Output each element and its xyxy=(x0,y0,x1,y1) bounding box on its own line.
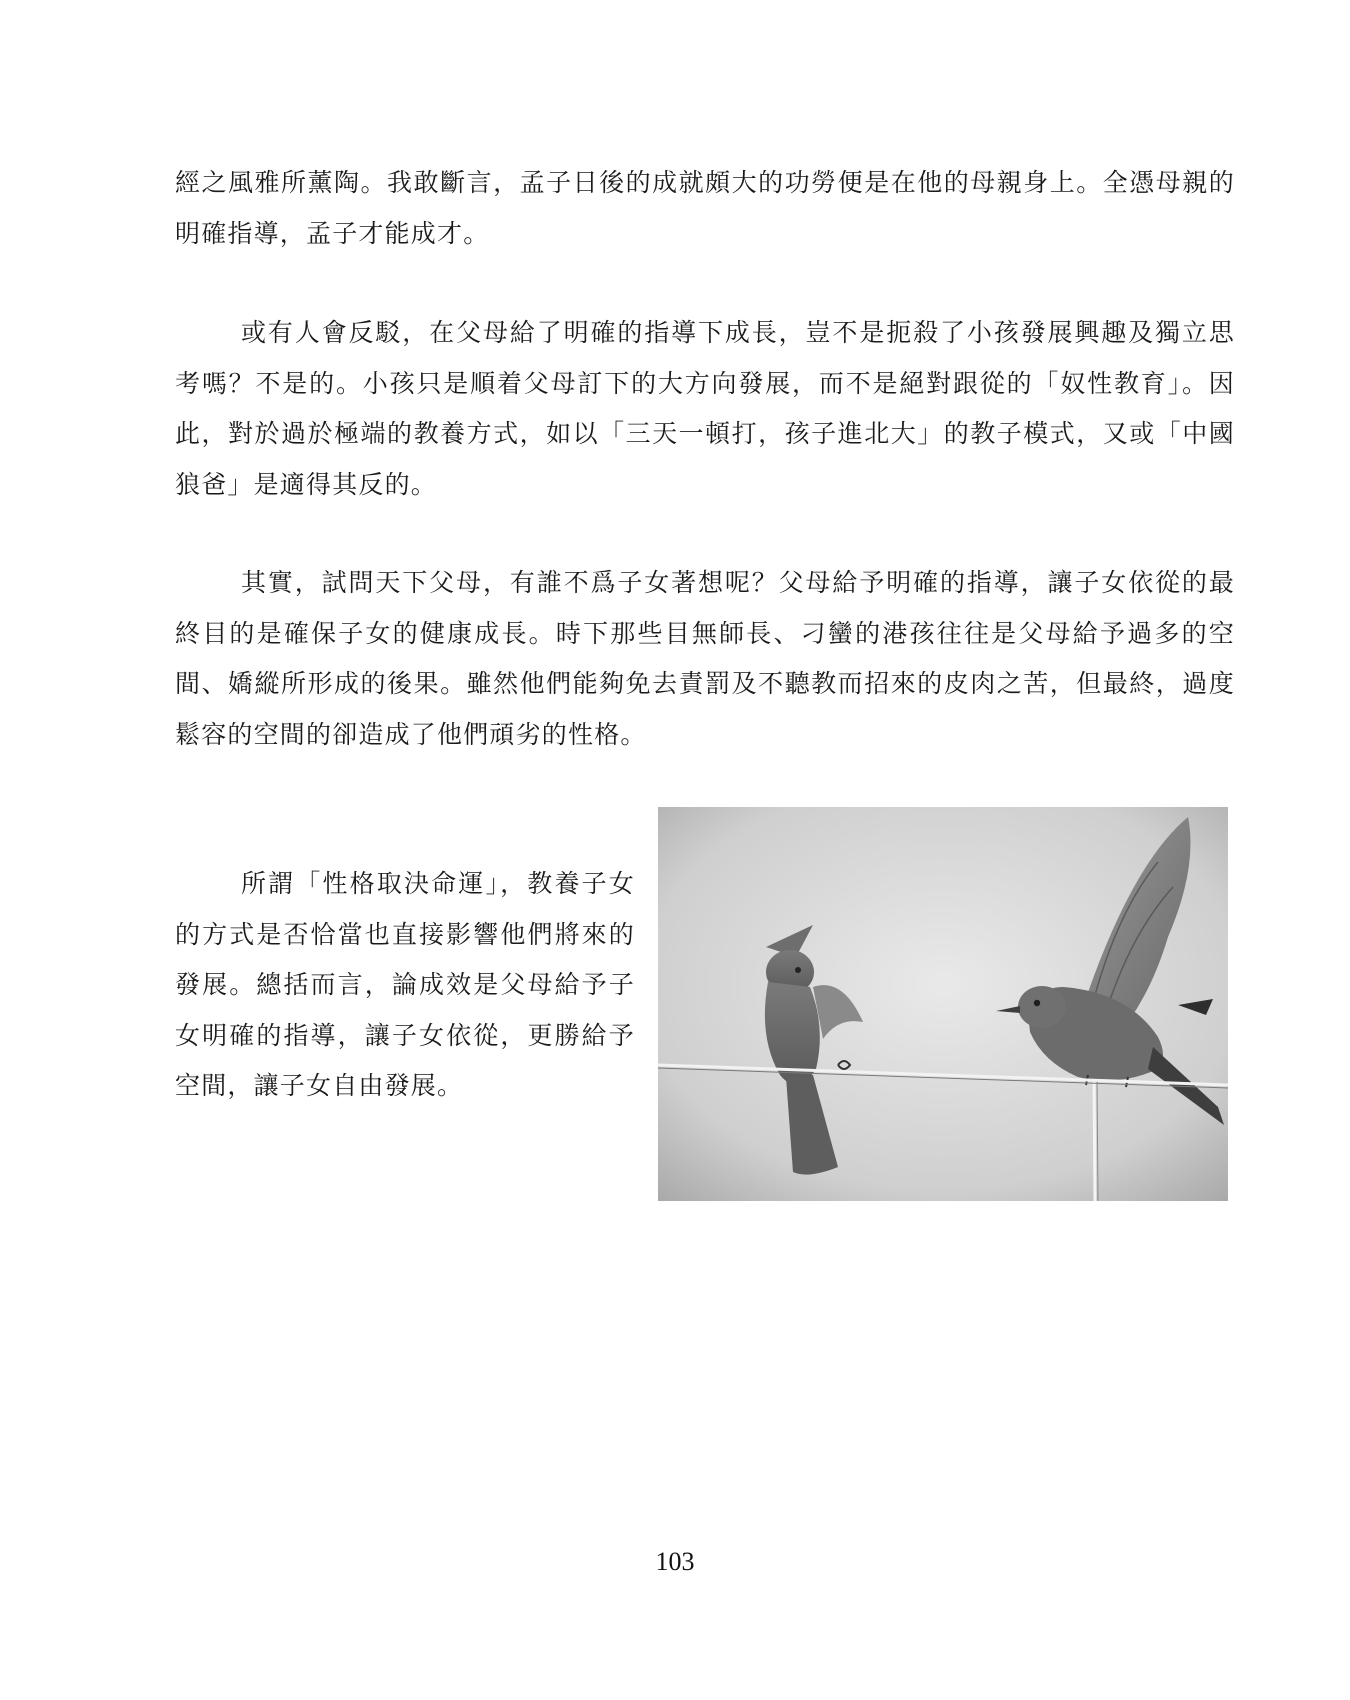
paragraph-continuation: 經之風雅所薰陶。我敢斷言，孟子日後的成就頗大的功勞便是在他的母親身上。全憑母親的明確指導，孟子才能成才。 xyxy=(175,168,1235,248)
paragraph-conclusion: 所謂「性格取決命運」，教養子女的方式是否恰當也直接影響他們將來的發展。總括而言，論成效是父母給予子女明確的指導，讓子女依從，更勝給予空間，讓子女自由發展。 xyxy=(175,869,635,1100)
page-number: 103 xyxy=(655,1547,695,1576)
paragraph-rebuttal: 或有人會反駁，在父母給了明確的指導下成長，豈不是扼殺了小孩發展興趣及獨立思考嗎？不是的。小孩只是順着父母訂下的大方向發展，而不是絕對跟從的「奴性教育」。因此，對於過於極端的教養方式，如以「三天一頓打，孩子進北大」的教子模式，又或「中國狼爸」是適得其反的。 xyxy=(175,318,1235,499)
birds-on-wire-photo xyxy=(658,807,1228,1201)
paragraph-parents-intent: 其實，試問天下父母，有誰不爲子女著想呢？父母給予明確的指導，讓子女依從的最終目的是確保子女的健康成長。時下那些目無師長、刁蠻的港孩往往是父母給予過多的空間、嬌縱所形成的後果。雖然他們能夠免去責罰及不聽教而招來的皮肉之苦，但最終，過度鬆容的空間的卻造成了他們頑劣的性格。 xyxy=(175,568,1235,749)
